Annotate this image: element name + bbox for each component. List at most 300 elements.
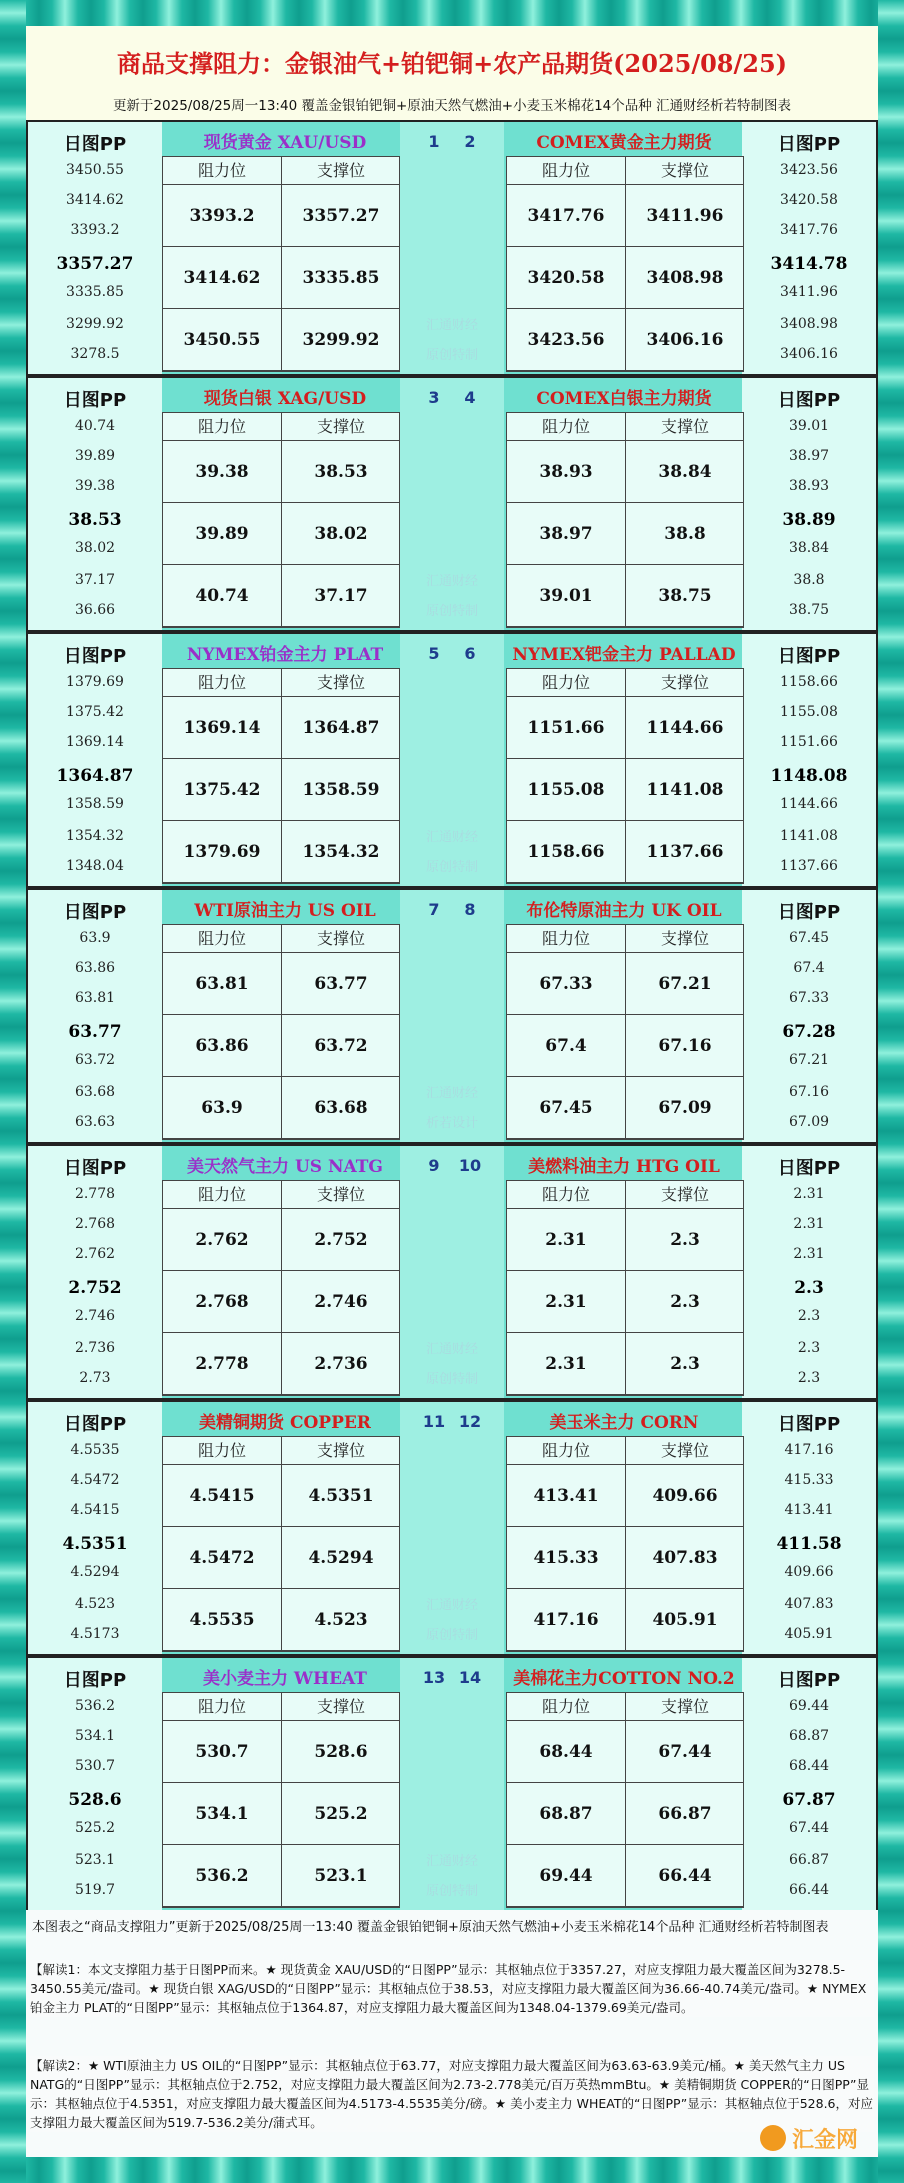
- resistance-cell: 2.762: [163, 1209, 281, 1271]
- support-cell: 405.91: [626, 1589, 744, 1651]
- left-pp-column: [28, 1402, 162, 1654]
- support-cell: 1364.87: [282, 697, 400, 759]
- resistance-cell: 39.38: [163, 441, 281, 503]
- watermark-line2: 原创特制: [425, 1884, 478, 1899]
- center-band: [400, 634, 504, 886]
- daily-pp-label: 日图PP: [777, 134, 841, 155]
- watermark-line1: 汇通财经: [425, 1854, 478, 1869]
- right-symbol-name: COMEX白银主力期货: [536, 389, 712, 409]
- pivot-value: 1364.87: [56, 766, 134, 786]
- right-index-number: 4: [464, 388, 476, 407]
- center-band: [400, 122, 504, 374]
- pp-value: 1354.32: [66, 828, 124, 844]
- support-cell: 67.09: [626, 1077, 744, 1139]
- support-cell: 1358.59: [282, 759, 400, 821]
- right-symbol-name: NYMEX钯金主力 PALLAD: [512, 645, 736, 665]
- left-symbol-name: NYMEX铂金主力 PLAT: [186, 645, 384, 665]
- site-logo: [760, 2121, 870, 2155]
- resistance-cell: 1155.08: [507, 759, 625, 821]
- pp-value: 67.44: [788, 1820, 830, 1836]
- support-cell: 2.736: [282, 1333, 400, 1395]
- daily-pp-label: 日图PP: [777, 1158, 841, 1179]
- resistance-header: 阻力位: [507, 1181, 625, 1209]
- commodity-block: [26, 120, 878, 376]
- resistance-cell: 40.74: [163, 565, 281, 627]
- support-cell: 3408.98: [626, 247, 744, 309]
- right-pp-column: [742, 634, 876, 886]
- resistance-cell: 67.4: [507, 1015, 625, 1077]
- pp-value: 417.16: [784, 1442, 834, 1458]
- pp-value: 3414.62: [66, 192, 124, 208]
- pp-value: 67.09: [788, 1114, 830, 1130]
- pp-value: 519.7: [74, 1882, 116, 1898]
- right-level-table: [506, 1692, 744, 1908]
- pp-value: 67.45: [788, 930, 830, 946]
- left-pp-column: [28, 1146, 162, 1398]
- pp-value: 536.2: [74, 1698, 116, 1714]
- pivot-value: 3357.27: [56, 254, 134, 274]
- support-header: 支撑位: [626, 1437, 744, 1465]
- pp-value: 3411.96: [780, 284, 838, 300]
- daily-pp-label: 日图PP: [777, 902, 841, 923]
- right-index-number: 14: [458, 1668, 482, 1687]
- pp-value: 1379.69: [66, 674, 124, 690]
- support-cell: 63.72: [282, 1015, 400, 1077]
- pp-value: 525.2: [74, 1820, 116, 1836]
- resistance-cell: 413.41: [507, 1465, 625, 1527]
- pp-value: 66.44: [788, 1882, 830, 1898]
- pp-value: 2.3: [797, 1370, 821, 1386]
- watermark-line1: 汇通财经: [425, 1086, 478, 1101]
- daily-pp-label: 日图PP: [63, 1158, 127, 1179]
- pp-value: 2.736: [74, 1340, 116, 1356]
- left-index-number: 7: [428, 900, 440, 919]
- commodity-block: [26, 1656, 878, 1912]
- interpretation-2: 【解读2：★ WTI原油主力 US OIL的“日图PP”显示：其枢轴点位于63.77，对应支撑阻力最大覆盖区间为63.63-63.9美元/桶。★ 美天然气主力 US NATG的“日图PP”显示：其枢轴点位于2.752，对应支撑阻力最大覆盖区间为2.73-2.778美元/百万英热mmBtu。★ 美精铜期货 COPPER的“日图PP”显示：其枢轴点位于4.5351，对应支撑阻力最大覆盖区间为4.5173-4.5535美分/磅。★ 美小麦主力 WHEAT的“日图PP”显示：其枢轴点位于528.6，对应支撑阻力最大覆盖区间为519.7-536.2美分/蒲式耳。: [30, 2058, 874, 2130]
- watermark-line2: 原创特制: [425, 348, 478, 363]
- resistance-cell: 415.33: [507, 1527, 625, 1589]
- pivot-value: 1148.08: [770, 766, 848, 786]
- pp-value: 67.16: [788, 1084, 830, 1100]
- pp-value: 3393.2: [70, 222, 120, 238]
- center-band: [400, 378, 504, 630]
- pp-value: 1375.42: [66, 704, 124, 720]
- support-header: 支撑位: [282, 157, 400, 185]
- footer-note: 本图表之“商品支撑阻力”更新于2025/08/25周一13:40 覆盖金银铂钯铜+原油天然气燃油+小麦玉米棉花14个品种 汇通财经析若特制图表: [32, 1920, 829, 1935]
- left-index-number: 13: [422, 1668, 446, 1687]
- support-header: 支撑位: [626, 1181, 744, 1209]
- support-header: 支撑位: [626, 157, 744, 185]
- resistance-cell: 63.9: [163, 1077, 281, 1139]
- pp-value: 2.778: [74, 1186, 116, 1202]
- commodity-block: [26, 1400, 878, 1656]
- support-header: 支撑位: [626, 413, 744, 441]
- pp-value: 4.523: [74, 1596, 116, 1612]
- support-cell: 37.17: [282, 565, 400, 627]
- pp-value: 3450.55: [66, 162, 124, 178]
- resistance-cell: 68.44: [507, 1721, 625, 1783]
- daily-pp-label: 日图PP: [63, 390, 127, 411]
- center-band: [400, 1402, 504, 1654]
- resistance-header: 阻力位: [507, 413, 625, 441]
- left-pp-column: [28, 634, 162, 886]
- right-level-table: [506, 1180, 744, 1396]
- resistance-header: 阻力位: [163, 157, 281, 185]
- pp-value: 2.3: [797, 1340, 821, 1356]
- pp-value: 1155.08: [780, 704, 838, 720]
- pivot-value: 3414.78: [770, 254, 848, 274]
- support-cell: 67.16: [626, 1015, 744, 1077]
- right-index-number: 12: [458, 1412, 482, 1431]
- resistance-cell: 39.01: [507, 565, 625, 627]
- pp-value: 38.75: [788, 602, 830, 618]
- support-cell: 3299.92: [282, 309, 400, 371]
- support-cell: 525.2: [282, 1783, 400, 1845]
- resistance-cell: 67.33: [507, 953, 625, 1015]
- left-level-table: [162, 1692, 400, 1908]
- pp-value: 67.21: [788, 1052, 830, 1068]
- pivot-value: 528.6: [68, 1790, 122, 1810]
- left-level-table: [162, 156, 400, 372]
- support-header: 支撑位: [626, 669, 744, 697]
- pp-value: 1141.08: [780, 828, 838, 844]
- left-pp-column: [28, 378, 162, 630]
- support-header: 支撑位: [626, 925, 744, 953]
- support-cell: 38.02: [282, 503, 400, 565]
- right-level-table: [506, 412, 744, 628]
- interpretation-1: 【解读1：本文支撑阻力基于日图PP而来。★ 现货黄金 XAU/USD的“日图PP”显示：其枢轴点位于3357.27，对应支撑阻力最大覆盖区间为3278.5-3450.55美元/盎司。★ 现货白银 XAG/USD的“日图PP”显示：其枢轴点位于38.53，对应支撑阻力最大覆盖区间为36.66-40.74美元/盎司。★ NYMEX铂金主力 PLAT的“日图PP”显示：其枢轴点位于1364.87，对应支撑阻力最大覆盖区间为1348.04-1379.69美元/盎司。: [30, 1960, 874, 2017]
- right-symbol-name: 美玉米主力 CORN: [549, 1413, 699, 1433]
- pp-value: 1151.66: [780, 734, 838, 750]
- support-header: 支撑位: [282, 1693, 400, 1721]
- logo-icon: [760, 2125, 786, 2151]
- watermark-line1: 汇通财经: [425, 318, 478, 333]
- pp-value: 69.44: [788, 1698, 830, 1714]
- resistance-cell: 63.81: [163, 953, 281, 1015]
- resistance-cell: 1158.66: [507, 821, 625, 883]
- daily-pp-label: 日图PP: [777, 1414, 841, 1435]
- logo-text: 汇金网: [792, 2128, 859, 2153]
- resistance-cell: 67.45: [507, 1077, 625, 1139]
- pp-value: 413.41: [784, 1502, 834, 1518]
- right-pp-column: [742, 378, 876, 630]
- support-cell: 407.83: [626, 1527, 744, 1589]
- pp-value: 1369.14: [66, 734, 124, 750]
- resistance-cell: 38.97: [507, 503, 625, 565]
- left-pp-column: [28, 122, 162, 374]
- pp-value: 3278.5: [70, 346, 120, 362]
- left-symbol-name: 美小麦主力 WHEAT: [203, 1669, 367, 1689]
- resistance-header: 阻力位: [163, 1181, 281, 1209]
- support-header: 支撑位: [282, 1181, 400, 1209]
- support-cell: 528.6: [282, 1721, 400, 1783]
- pp-value: 530.7: [74, 1758, 116, 1774]
- pp-value: 415.33: [784, 1472, 834, 1488]
- pp-value: 4.5535: [70, 1442, 120, 1458]
- pivot-value: 38.53: [68, 510, 122, 530]
- pivot-value: 67.28: [782, 1022, 836, 1042]
- watermark-line1: 汇通财经: [425, 1598, 478, 1613]
- right-index-number: 8: [464, 900, 476, 919]
- pp-value: 1348.04: [66, 858, 124, 874]
- left-level-table: [162, 1436, 400, 1652]
- support-cell: 67.21: [626, 953, 744, 1015]
- pp-value: 523.1: [74, 1852, 116, 1868]
- right-pp-column: [742, 1146, 876, 1398]
- pp-value: 68.44: [788, 1758, 830, 1774]
- resistance-header: 阻力位: [507, 1437, 625, 1465]
- right-pp-column: [742, 890, 876, 1142]
- pp-value: 38.93: [788, 478, 830, 494]
- left-pp-column: [28, 890, 162, 1142]
- pivot-value: 2.3: [794, 1278, 824, 1298]
- pp-value: 39.89: [74, 448, 116, 464]
- pivot-value: 411.58: [776, 1534, 842, 1554]
- daily-pp-label: 日图PP: [777, 646, 841, 667]
- support-cell: 2.3: [626, 1271, 744, 1333]
- pivot-value: 38.89: [782, 510, 836, 530]
- support-cell: 2.3: [626, 1209, 744, 1271]
- pp-value: 2.31: [793, 1246, 825, 1262]
- right-symbol-name: 布伦特原油主力 UK OIL: [526, 901, 722, 921]
- support-cell: 67.44: [626, 1721, 744, 1783]
- resistance-header: 阻力位: [507, 925, 625, 953]
- bottom-decorative-border: [0, 2157, 904, 2183]
- left-level-table: [162, 412, 400, 628]
- left-index-number: 1: [428, 132, 440, 151]
- left-index-number: 5: [428, 644, 440, 663]
- support-cell: 63.77: [282, 953, 400, 1015]
- pp-value: 3417.76: [780, 222, 838, 238]
- center-band: [400, 1146, 504, 1398]
- resistance-cell: 2.778: [163, 1333, 281, 1395]
- support-cell: 3357.27: [282, 185, 400, 247]
- left-level-table: [162, 924, 400, 1140]
- support-cell: 1354.32: [282, 821, 400, 883]
- pp-value: 2.762: [74, 1246, 116, 1262]
- pivot-value: 67.87: [782, 1790, 836, 1810]
- resistance-cell: 534.1: [163, 1783, 281, 1845]
- right-pp-column: [742, 122, 876, 374]
- pp-value: 66.87: [788, 1852, 830, 1868]
- support-header: 支撑位: [282, 669, 400, 697]
- resistance-header: 阻力位: [507, 157, 625, 185]
- watermark-line2: 原创特制: [425, 860, 478, 875]
- left-index-number: 3: [428, 388, 440, 407]
- resistance-cell: 2.768: [163, 1271, 281, 1333]
- resistance-cell: 63.86: [163, 1015, 281, 1077]
- resistance-cell: 4.5415: [163, 1465, 281, 1527]
- pp-value: 63.72: [74, 1052, 116, 1068]
- support-cell: 523.1: [282, 1845, 400, 1907]
- pp-value: 36.66: [74, 602, 116, 618]
- watermark-line2: 原创特制: [425, 604, 478, 619]
- support-cell: 4.5351: [282, 1465, 400, 1527]
- daily-pp-label: 日图PP: [63, 1670, 127, 1691]
- support-cell: 63.68: [282, 1077, 400, 1139]
- page-title: 商品支撑阻力：金银油气+铂钯铜+农产品期货(2025/08/25): [116, 49, 788, 78]
- support-cell: 66.44: [626, 1845, 744, 1907]
- pp-value: 2.73: [79, 1370, 111, 1386]
- top-decorative-border: [0, 0, 904, 26]
- pp-value: 4.5415: [70, 1502, 120, 1518]
- watermark-line1: 汇通财经: [425, 574, 478, 589]
- left-symbol-name: 美天然气主力 US NATG: [187, 1157, 383, 1177]
- right-level-table: [506, 1436, 744, 1652]
- pp-value: 68.87: [788, 1728, 830, 1744]
- right-decorative-border: [878, 0, 904, 2183]
- daily-pp-label: 日图PP: [63, 902, 127, 923]
- pp-value: 534.1: [74, 1728, 116, 1744]
- resistance-cell: 1379.69: [163, 821, 281, 883]
- watermark-line2: 原创特制: [425, 1372, 478, 1387]
- support-cell: 3335.85: [282, 247, 400, 309]
- pp-value: 3408.98: [780, 316, 838, 332]
- pp-value: 2.31: [793, 1186, 825, 1202]
- pp-value: 2.31: [793, 1216, 825, 1232]
- support-cell: 4.523: [282, 1589, 400, 1651]
- support-header: 支撑位: [282, 925, 400, 953]
- right-symbol-name: 美棉花主力COTTON NO.2: [513, 1669, 735, 1689]
- pp-value: 405.91: [784, 1626, 834, 1642]
- support-cell: 38.8: [626, 503, 744, 565]
- pp-value: 4.5173: [70, 1626, 120, 1642]
- pp-value: 3406.16: [780, 346, 838, 362]
- right-index-number: 10: [458, 1156, 482, 1175]
- resistance-header: 阻力位: [163, 1437, 281, 1465]
- pp-value: 63.9: [79, 930, 111, 946]
- left-level-table: [162, 668, 400, 884]
- pp-value: 3335.85: [66, 284, 124, 300]
- left-index-number: 11: [422, 1412, 446, 1431]
- support-cell: 1137.66: [626, 821, 744, 883]
- pp-value: 39.38: [74, 478, 116, 494]
- resistance-cell: 417.16: [507, 1589, 625, 1651]
- chart-frame: [26, 26, 878, 2157]
- resistance-cell: 2.31: [507, 1333, 625, 1395]
- support-cell: 2.746: [282, 1271, 400, 1333]
- resistance-cell: 1375.42: [163, 759, 281, 821]
- resistance-cell: 68.87: [507, 1783, 625, 1845]
- pp-value: 1358.59: [66, 796, 124, 812]
- left-symbol-name: WTI原油主力 US OIL: [194, 901, 376, 921]
- support-cell: 3406.16: [626, 309, 744, 371]
- pp-value: 63.68: [74, 1084, 116, 1100]
- pp-value: 4.5294: [70, 1564, 120, 1580]
- support-cell: 38.75: [626, 565, 744, 627]
- resistance-header: 阻力位: [163, 1693, 281, 1721]
- resistance-cell: 1369.14: [163, 697, 281, 759]
- resistance-header: 阻力位: [163, 413, 281, 441]
- resistance-cell: 3420.58: [507, 247, 625, 309]
- resistance-cell: 536.2: [163, 1845, 281, 1907]
- daily-pp-label: 日图PP: [777, 1670, 841, 1691]
- support-header: 支撑位: [626, 1693, 744, 1721]
- pp-value: 63.81: [74, 990, 116, 1006]
- pp-value: 1158.66: [780, 674, 838, 690]
- support-cell: 1144.66: [626, 697, 744, 759]
- pp-value: 1137.66: [780, 858, 838, 874]
- resistance-cell: 39.89: [163, 503, 281, 565]
- commodity-block: [26, 1144, 878, 1400]
- header: [26, 26, 878, 120]
- resistance-cell: 3423.56: [507, 309, 625, 371]
- right-index-number: 6: [464, 644, 476, 663]
- support-cell: 3411.96: [626, 185, 744, 247]
- left-symbol-name: 现货白银 XAG/USD: [203, 389, 367, 409]
- commodity-block: [26, 632, 878, 888]
- resistance-cell: 3450.55: [163, 309, 281, 371]
- left-symbol-name: 美精铜期货 COPPER: [199, 1413, 371, 1433]
- pp-value: 409.66: [784, 1564, 834, 1580]
- pp-value: 4.5472: [70, 1472, 120, 1488]
- right-level-table: [506, 668, 744, 884]
- daily-pp-label: 日图PP: [63, 1414, 127, 1435]
- watermark-line1: 汇通财经: [425, 830, 478, 845]
- pp-value: 67.33: [788, 990, 830, 1006]
- watermark-line2: 析若设计: [425, 1116, 478, 1131]
- pp-value: 38.97: [788, 448, 830, 464]
- left-decorative-border: [0, 0, 26, 2183]
- right-index-number: 2: [464, 132, 476, 151]
- watermark-line2: 原创特制: [425, 1628, 478, 1643]
- center-band: [400, 890, 504, 1142]
- pivot-value: 2.752: [68, 1278, 122, 1298]
- resistance-cell: 2.31: [507, 1271, 625, 1333]
- pp-value: 2.768: [74, 1216, 116, 1232]
- support-cell: 4.5294: [282, 1527, 400, 1589]
- pp-value: 3299.92: [66, 316, 124, 332]
- watermark-line1: 汇通财经: [425, 1342, 478, 1357]
- left-pp-column: [28, 1658, 162, 1910]
- pp-value: 39.01: [788, 418, 830, 434]
- pp-value: 38.84: [788, 540, 830, 556]
- support-header: 支撑位: [282, 1437, 400, 1465]
- resistance-header: 阻力位: [507, 669, 625, 697]
- support-cell: 2.3: [626, 1333, 744, 1395]
- left-symbol-name: 现货黄金 XAU/USD: [203, 133, 367, 153]
- resistance-cell: 1151.66: [507, 697, 625, 759]
- left-level-table: [162, 1180, 400, 1396]
- resistance-header: 阻力位: [507, 1693, 625, 1721]
- pp-value: 38.8: [793, 572, 825, 588]
- daily-pp-label: 日图PP: [63, 646, 127, 667]
- resistance-cell: 69.44: [507, 1845, 625, 1907]
- left-index-number: 9: [428, 1156, 440, 1175]
- daily-pp-label: 日图PP: [63, 134, 127, 155]
- resistance-cell: 530.7: [163, 1721, 281, 1783]
- support-cell: 409.66: [626, 1465, 744, 1527]
- support-cell: 2.752: [282, 1209, 400, 1271]
- page-subtitle: 更新于2025/08/25周一13:40 覆盖金银铂钯铜+原油天然气燃油+小麦玉米棉花14个品种 汇通财经析若特制图表: [112, 98, 792, 114]
- pp-value: 2.746: [74, 1308, 116, 1324]
- commodity-block: [26, 888, 878, 1144]
- right-pp-column: [742, 1402, 876, 1654]
- commodity-block: [26, 376, 878, 632]
- right-level-table: [506, 156, 744, 372]
- resistance-header: 阻力位: [163, 925, 281, 953]
- support-header: 支撑位: [282, 413, 400, 441]
- resistance-cell: 4.5535: [163, 1589, 281, 1651]
- pivot-value: 4.5351: [62, 1534, 128, 1554]
- pp-value: 67.4: [793, 960, 825, 976]
- support-cell: 38.53: [282, 441, 400, 503]
- resistance-header: 阻力位: [163, 669, 281, 697]
- pp-value: 63.86: [74, 960, 116, 976]
- right-pp-column: [742, 1658, 876, 1910]
- resistance-cell: 2.31: [507, 1209, 625, 1271]
- pp-value: 63.63: [74, 1114, 116, 1130]
